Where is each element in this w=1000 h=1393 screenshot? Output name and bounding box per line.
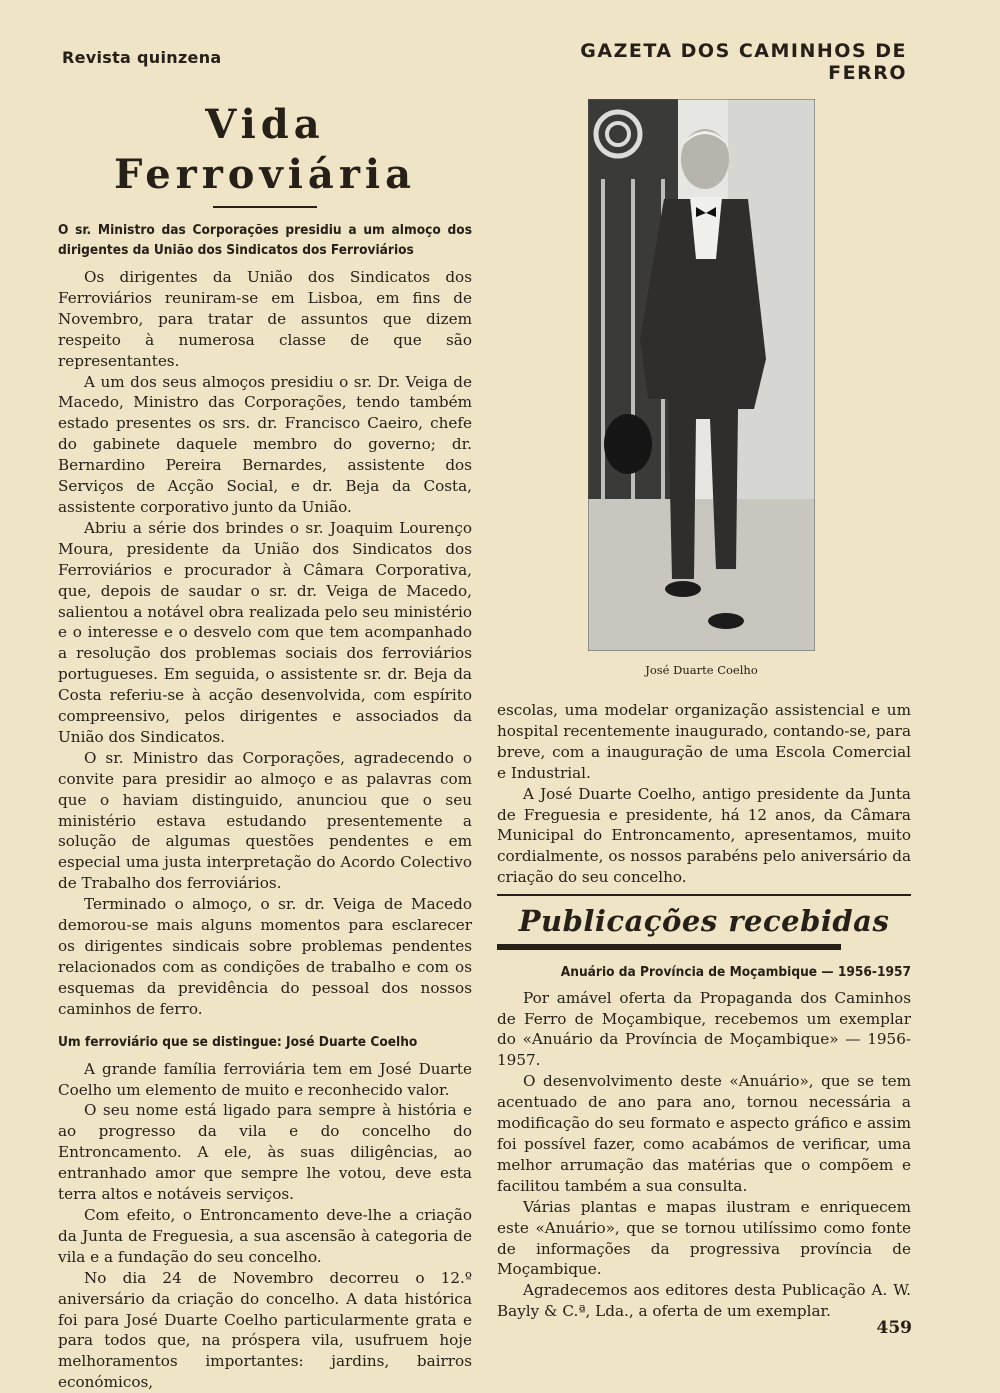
section-title: Publicações recebidas [518,903,890,938]
article-paragraph: Abriu a série dos brindes o sr. Joaquim Lourenço Moura, presidente da União dos Sindicatos dos Ferroviários e procurador à Câmara Corporativa, que, depois de saudar o sr. dr. Veiga de Macedo, salientou a notável obra realizada pelo seu ministério e o interesse e o desvelo com que tem acompanhado a resolução dos problemas sociais dos ferroviários portugueses. Em seguida, o assistente sr. dr. Beja da Costa referiu-se à acção desenvolvida, com espírito compreensivo, pelos dirigentes e associados da União dos Sindicatos. [58,518,472,746]
title-rule [213,206,317,208]
article-paragraph: Os dirigentes da União dos Sindicatos dos Ferroviários reuniram-se em Lisboa, em fins de Novembro, para tratar de assuntos que dizem respeito à numerosa classe de que são representantes. [58,268,472,370]
portrait-image [588,99,815,651]
article-paragraph: O sr. Ministro das Corporações, agradecendo o convite para presidir ao almoço e as palavras com que o haviam distinguido, anunciou que o seu ministério estava estudando presentemente a solução de algumas questões pendentes e em especial uma justa interpretação do Acordo Colectivo de Trabalho dos ferroviários. [58,748,472,893]
article-headline: Um ferroviário que se distingue: José Duarte Coelho [58,1033,418,1050]
article-paragraph: Terminado o almoço, o sr. dr. Veiga de Macedo demorou-se mais alguns momentos para esclarecer os dirigentes sindicais sobre problemas pendentes relacionados com as condições de trabalho e com os esquemas da previdência do pessoal dos nossos caminhos de ferro. [58,895,472,1018]
article-paragraph: Várias plantas e mapas ilustram e enriquecem este «Anuário», que se tornou utilíssimo como fonte de informações da progressiva província de Moçambique. [497,1197,911,1279]
article-paragraph: O seu nome está ligado para sempre à história e ao progresso da vila e do concelho do Entroncamento. A ele, às suas diligências, ao entranhado amor que sempre lhe votou, deve esta terra altos e notáveis serviços. [58,1101,472,1204]
running-header-left: Revista quinzena [62,48,222,67]
title-rule [497,944,841,950]
article-paragraph: Agradecemos aos editores desta Publicação A. W. Bayly & C.ª, Lda., a oferta de um exemplar. [497,1281,911,1321]
article-paragraph: O desenvolvimento deste «Anuário», que se tem acentuado de ano para ano, tornou necessária a modificação do seu formato e aspecto gráfico e assim foi possível fazer, como acabámos de verificar, uma melhor arrumação das matérias que o compõem e facilitou também a sua consulta. [497,1072,911,1195]
page-number: 459 [876,1318,912,1338]
article-paragraph: Com efeito, o Entroncamento deve-lhe a criação da Junta de Freguesia, a sua ascensão à categoria de vila e a fundação do seu concelho. [58,1205,472,1266]
right-column [497,700,911,1322]
article-paragraph: A um dos seus almoços presidiu o sr. Dr. Veiga de Macedo, Ministro das Corporações, tendo também estado presentes os srs. dr. Francisco Caeiro, chefe do gabinete daquele membro do governo; dr. Bernardino Pereira Bernardes, assistente dos Serviços de Acção Social, e dr. Beja da Costa, assistente corporativo junto da União. [58,372,472,516]
left-column [58,100,472,1393]
article-paragraph: Por amável oferta da Propaganda dos Caminhos de Ferro de Moçambique, recebemos um exemplar do «Anuário da Província de Moçambique» — 1956-1957. [497,988,911,1070]
section-divider [497,894,911,896]
portrait-photo [588,99,815,651]
article-headline: O sr. Ministro das Corporações presidiu a um almoço dos dirigentes da União dos Sindicatos dos Ferroviários [58,222,472,258]
article-paragraph: escolas, uma modelar organização assistencial e um hospital recentemente inaugurado, contando-se, para breve, com a inauguração de uma Escola Comercial e Industrial. [497,701,911,782]
article-paragraph: No dia 24 de Novembro decorreu o 12.º aniversário da criação do concelho. A data histórica foi para José Duarte Coelho particularmente grata e para todos que, na próspera vila, usufruem hoje melhoramentos importantes: jardins, bairros económicos, [58,1268,472,1392]
article-paragraph: A José Duarte Coelho, antigo presidente da Junta de Freguesia e presidente, há 12 anos, da Câmara Municipal do Entroncamento, apresentamos, muito cordialmente, os nossos parabéns pelo aniversário da criação do seu concelho. [497,784,911,887]
section-title: Vida Ferroviária [113,101,417,198]
article-paragraph: A grande família ferroviária tem em José Duarte Coelho um elemento de muito e reconhecido valor. [58,1059,472,1099]
running-header-right: GAZETA DOS CAMINHOS DE FERRO [580,40,907,84]
article-headline: Anuário da Província de Moçambique — 1956-1957 [560,963,911,980]
photo-caption: José Duarte Coelho [645,663,758,677]
